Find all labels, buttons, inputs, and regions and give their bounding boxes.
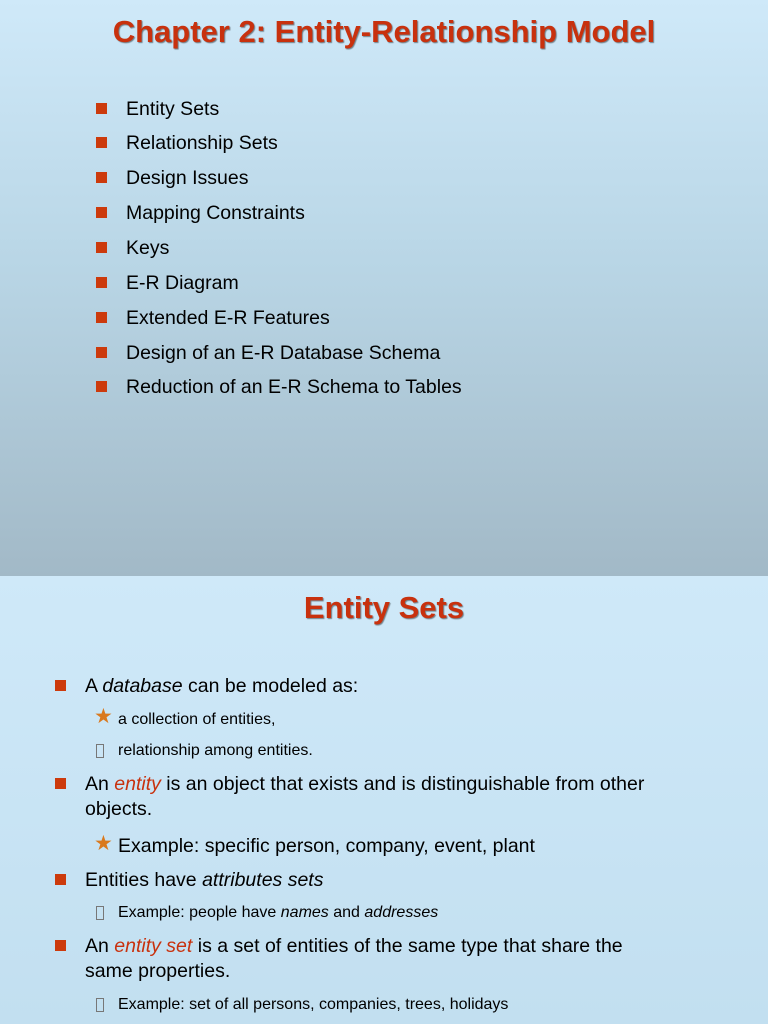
bullet-square-icon [96,277,107,288]
slide-entity-sets [0,576,768,1024]
outline-item: Design of an E-R Database Schema [126,341,440,366]
outline-item: Design Issues [126,166,248,191]
bullet-square-icon [96,137,107,148]
bullet-entity-set: An entity set is a set of entities of the same type that share the same properties. [85,934,725,984]
outline-item: Keys [126,236,169,261]
sub-bullet: Example: set of all persons, companies, trees, holidays [118,994,508,1016]
bullet-square-icon [55,940,66,951]
slide-title: Entity Sets [303,590,465,625]
outline-item: Relationship Sets [126,131,278,156]
sub-bullet: relationship among entities. [118,740,313,762]
bullet-square-icon [96,381,107,392]
hollow-bullet-icon [96,906,104,920]
sub-bullet: Example: people have names and addresses [118,902,438,924]
bullet-square-icon [96,103,107,114]
outline-item: Mapping Constraints [126,201,305,226]
sub-bullet: ★ a collection of entities, [94,705,276,728]
bullet-square-icon [55,778,66,789]
outline-item: Entity Sets [126,97,219,122]
bullet-square-icon [96,242,107,253]
bullet-square-icon [96,312,107,323]
bullet-square-icon [96,207,107,218]
bullet-database: A database can be modeled as: [85,674,358,699]
slide-title: Chapter 2: Entity-Relationship Model [112,14,656,49]
star-bullet-icon: ★ [94,832,113,855]
sub-bullet: ★ Example: specific person, company, event, plant [94,832,535,857]
bullet-square-icon [96,347,107,358]
bullet-entity: An entity is an object that exists and is distinguishable from other objects. [85,772,725,822]
bullet-square-icon [55,874,66,885]
star-bullet-icon: ★ [94,705,113,728]
outline-item: Reduction of an E-R Schema to Tables [126,375,462,400]
outline-item: E-R Diagram [126,271,239,296]
outline-item: Extended E-R Features [126,306,330,331]
hollow-bullet-icon [96,744,104,758]
hollow-bullet-icon [96,998,104,1012]
bullet-square-icon [96,172,107,183]
bullet-square-icon [55,680,66,691]
bullet-attributes: Entities have attributes sets [85,868,323,893]
